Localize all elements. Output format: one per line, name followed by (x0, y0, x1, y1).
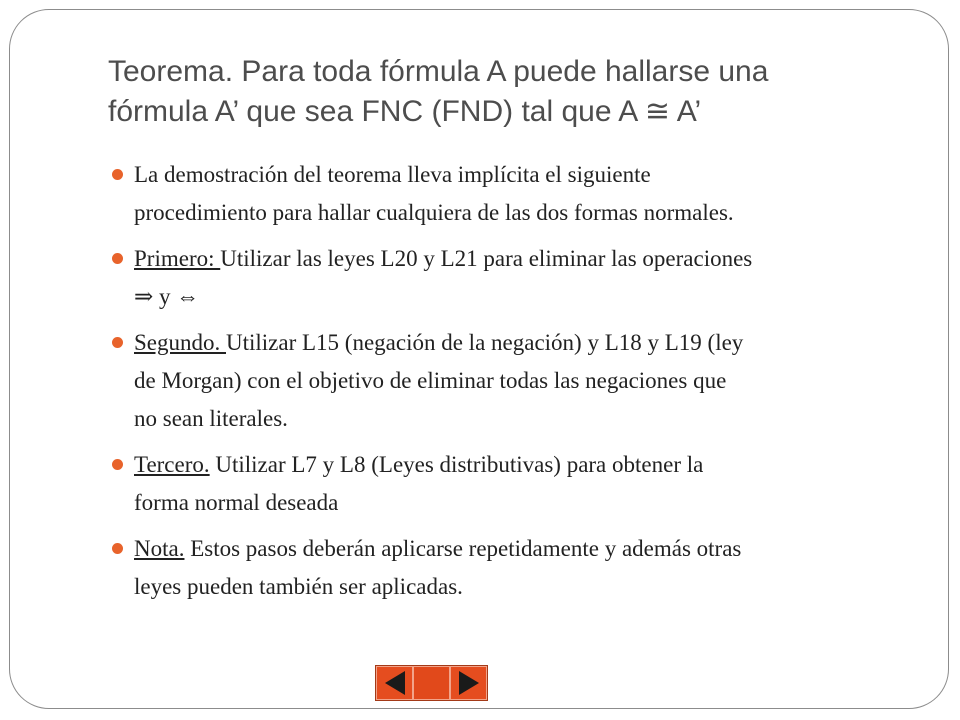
bullet-text: Estos pasos deberán aplicarse repetidamente y además otras (184, 536, 742, 561)
bullet-item-5 (112, 530, 912, 606)
bullet-dot-icon (112, 169, 123, 180)
bullet-first-line (134, 240, 912, 278)
bullet-text: Utilizar L15 (negación de la negación) y L18 y L19 (ley (226, 330, 744, 355)
slide-title (108, 52, 908, 132)
bullet-text: La demostración del teorema lleva implícita el siguiente (134, 162, 651, 187)
title-line-2: fórmula A’ que sea FNC (FND) tal que A ≅ A’ (108, 95, 702, 128)
bullet-text: procedimiento para hallar cualquiera de las dos formas normales. (134, 200, 734, 225)
bullet-dot-icon (112, 337, 123, 348)
home-slide-button[interactable] (413, 666, 450, 700)
bullet-first-line (134, 446, 912, 484)
bullet-item-1 (112, 156, 912, 232)
bullet-lead: Tercero. (134, 452, 210, 477)
next-slide-button[interactable] (450, 666, 487, 700)
bullet-text: leyes pueden también ser aplicadas. (134, 574, 463, 599)
bullet-text: de Morgan) con el objetivo de eliminar todas las negaciones que (134, 368, 727, 393)
bullet-dot-icon (112, 253, 123, 264)
bullet-list (112, 156, 912, 614)
bullet-text: Utilizar las leyes L20 y L21 para eliminar las operaciones (220, 246, 753, 271)
previous-slide-button[interactable] (376, 666, 413, 700)
bullet-item-3 (112, 324, 912, 438)
bullet-text: no sean literales. (134, 406, 288, 431)
previous-icon (385, 671, 405, 695)
bullet-item-2 (112, 240, 912, 316)
bullet-text: ⇒ y ⇔ (134, 284, 200, 309)
next-icon (459, 671, 479, 695)
bullet-text: Utilizar L7 y L8 (Leyes distributivas) para obtener la (209, 452, 704, 477)
bullet-lead: Nota. (134, 536, 185, 561)
bullet-text: forma normal deseada (134, 490, 339, 515)
bullet-lead: Segundo. (134, 330, 226, 355)
title-line-1: Teorema. Para toda fórmula A puede hallarse una (108, 55, 769, 88)
bullet-item-4 (112, 446, 912, 522)
bullet-first-line (134, 530, 912, 568)
bullet-dot-icon (112, 459, 123, 470)
bullet-dot-icon (112, 543, 123, 554)
bullet-first-line (134, 324, 912, 362)
slide-navigation (375, 665, 488, 701)
bullet-lead: Primero: (134, 246, 221, 271)
